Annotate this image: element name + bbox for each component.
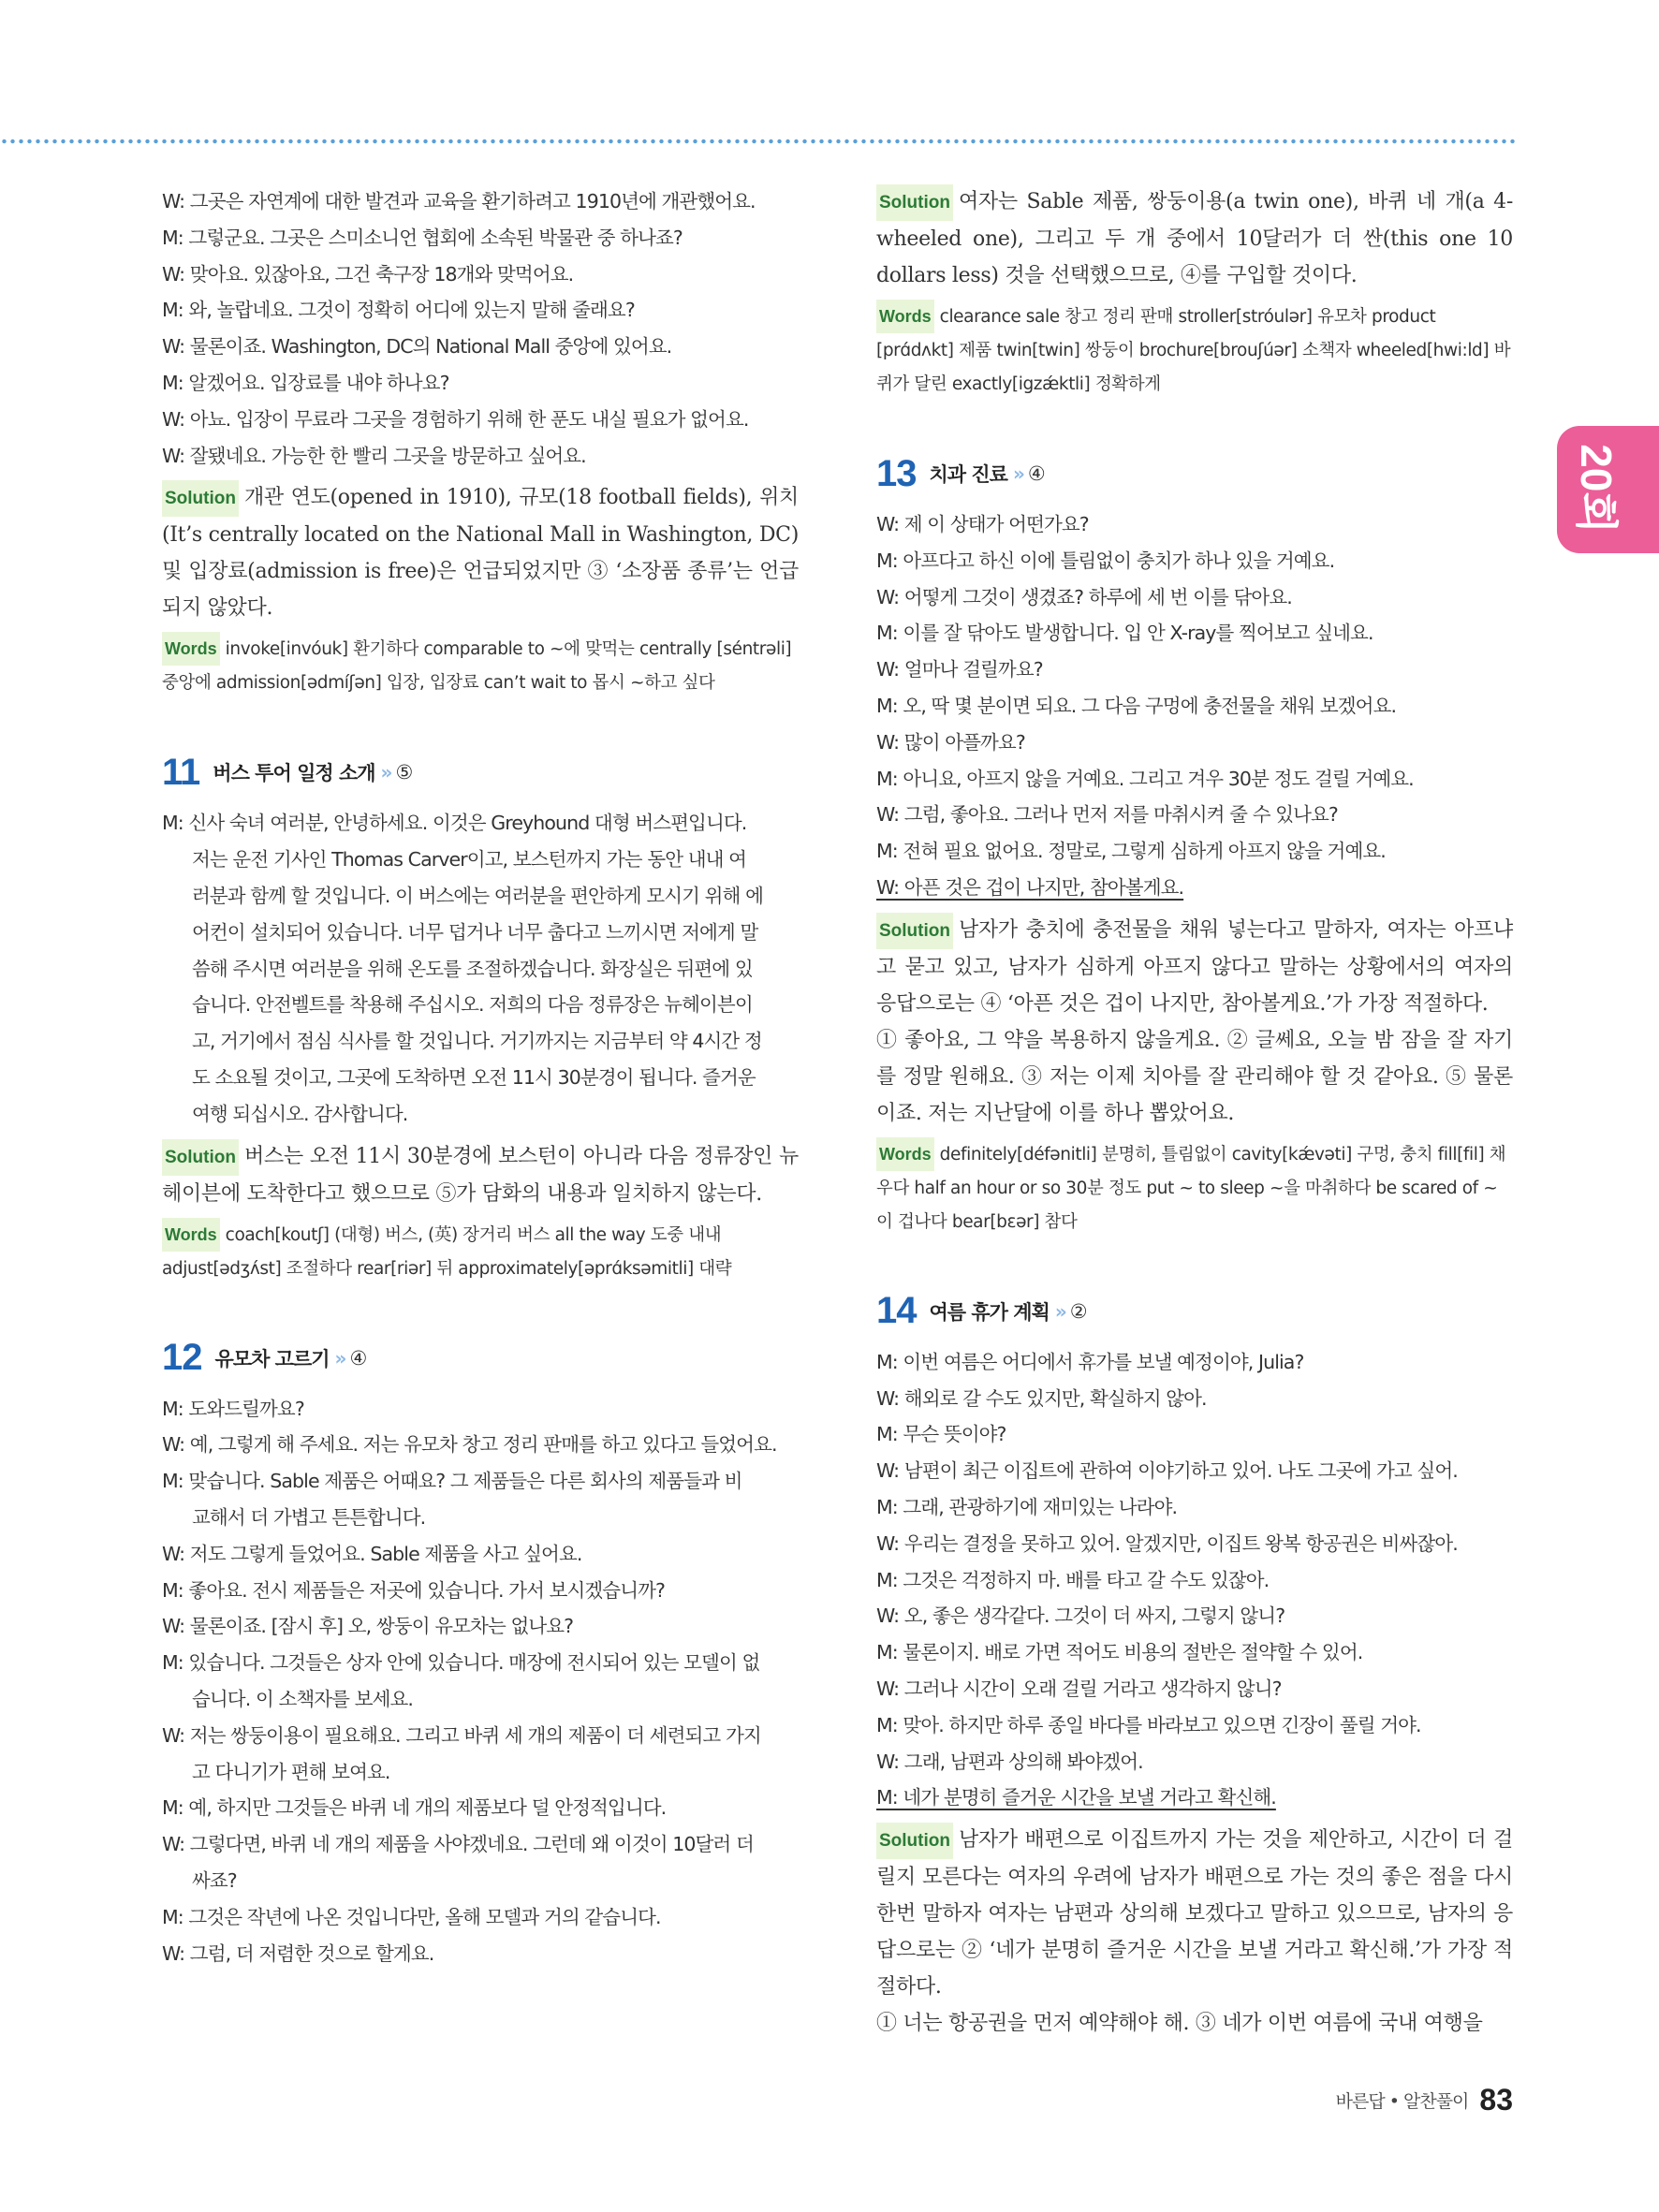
dialog-line: M: 물론이지. 배로 가면 적어도 비용의 절반은 절약할 수 있어.: [876, 1641, 1363, 1664]
section-number: 13: [876, 452, 917, 494]
dialog-line: W: 잘됐네요. 가능한 한 빨리 그곳을 방문하고 싶어요.: [162, 444, 586, 467]
solution-text: 여자는 Sable 제품, 쌍둥이용(a twin one), 바퀴 네 개(a 4-wheeled one), 그리고 두 개 중에서 10달러가 더 싼(this one 10 dollars less) 것을 선택했으므로, ④를 구입할 것이다.: [876, 190, 1513, 287]
dialog-line: W: 저는 쌍둥이용이 필요해요. 그리고 바퀴 세 개의 제품이 더 세련되고 가지: [162, 1723, 761, 1747]
words-11: [162, 1218, 799, 1286]
dialog-line: 어컨이 설치되어 있습니다. 너무 덥거나 너무 춥다고 느끼시면 저에게 말: [192, 920, 758, 944]
solution-11: [162, 1138, 799, 1212]
dialog-line: W: 맞아요. 있잖아요, 그건 축구장 18개와 맞먹어요.: [162, 262, 574, 286]
solution-10: [162, 479, 799, 626]
section-number: 11: [162, 751, 200, 793]
section-answer: ④: [349, 1346, 368, 1370]
solution-13: [876, 912, 1513, 1022]
solution-text: 버스는 오전 11시 30분경에 보스턴이 아니라 다음 정류장인 뉴헤이븐에 도착한다고 했으므로 ⑤가 담화의 내용과 일치하지 않는다.: [162, 1144, 799, 1206]
dialog-line: 싸죠?: [192, 1868, 237, 1892]
words-12: [876, 300, 1513, 402]
dialog-line: M: 전혀 필요 없어요. 정말로, 그렇게 심하게 아프지 않을 거예요.: [876, 840, 1386, 863]
dialog-line: 씀해 주시면 여러분을 위해 온도를 조절하겠습니다. 화장실은 뒤편에 있: [192, 957, 753, 980]
section-title: 유모차 고르기: [214, 1347, 330, 1370]
right-column: [876, 183, 1513, 2042]
dialog-line: M: 맞습니다. Sable 제품은 어때요? 그 제품들은 다른 회사의 제품들과 비: [162, 1470, 742, 1493]
dialog-line: W: 우리는 결정을 못하고 있어. 알겠지만, 이집트 왕복 항공권은 비싸잖아.: [876, 1531, 1458, 1555]
dialog-line: M: 아니요, 아프지 않을 거예요. 그리고 겨우 30분 정도 걸릴 거예요.: [876, 767, 1414, 790]
dialog-line: 고 다니기가 편해 보여요.: [192, 1760, 390, 1783]
dialog-line: W: 얼마나 걸릴까요?: [876, 658, 1043, 681]
dialog-line: 여행 되십시오. 감사합니다.: [192, 1102, 408, 1125]
solution-label: Solution: [876, 184, 953, 221]
words-label: Words: [162, 632, 220, 666]
words-label: Words: [876, 1137, 934, 1171]
top-dotted-rule: [0, 139, 1515, 144]
section-14-heading: [876, 1286, 1513, 1337]
footer-label: 바른답 • 알찬풀이: [1335, 2091, 1469, 2112]
solution-label: Solution: [162, 480, 239, 517]
dialog-line-answer: M: 네가 분명히 즐거운 시간을 보낼 거라고 확신해.: [876, 1786, 1276, 1809]
dialog-line: 습니다. 안전벨트를 착용해 주십시오. 저희의 다음 정류장은 뉴헤이븐이: [192, 993, 753, 1017]
dialog-line: M: 신사 숙녀 여러분, 안녕하세요. 이것은 Greyhound 대형 버스편입니다.: [162, 812, 747, 835]
words-label: Words: [876, 300, 934, 333]
section-answer: ④: [1027, 462, 1046, 485]
dialog-line: W: 그렇다면, 바퀴 네 개의 제품을 사야겠네요. 그런데 왜 이것이 10달러 더: [162, 1833, 754, 1856]
dialog-line: M: 그것은 걱정하지 마. 배를 타고 갈 수도 있잖아.: [876, 1568, 1270, 1591]
words-label: Words: [162, 1218, 220, 1252]
dialog-line: M: 오, 딱 몇 분이면 되요. 그 다음 구멍에 충전물을 채워 보겠어요.: [876, 694, 1397, 717]
words-text: definitely[défənitli] 분명히, 틀림없이 cavity[kǽvəti] 구멍, 충치 fill[fil] 채우다 half an hour or so 30분 정도 put ~ to sleep ~을 마취하다 be scared of ~이 겁나다 bear[bɛər] 참다: [876, 1144, 1506, 1232]
dialog-line: M: 맞아. 하지만 하루 종일 바다를 바라보고 있으면 긴장이 풀릴 거야.: [876, 1713, 1421, 1736]
dialog-line: W: 그럼, 더 저렴한 것으로 할게요.: [162, 1941, 434, 1965]
dialog-line: M: 무슨 뜻이야?: [876, 1423, 1006, 1446]
solution-text: 개관 연도(opened in 1910), 규모(18 football fields), 위치(It’s centrally located on the National Mall in Washington, DC) 및 입장료(admission is free)은 언급되었지만 ③ ‘소장품 종류’는 언급되지 않았다.: [162, 486, 799, 621]
dialog-line-answer: W: 아픈 것은 겁이 나지만, 참아볼게요.: [876, 875, 1184, 899]
solution-14-choices: ① 너는 항공권을 먼저 예약해야 해. ③ 네가 이번 여름에 국내 여행을: [876, 2012, 1483, 2036]
double-chevron-icon: »: [380, 761, 390, 784]
solution-text: 남자가 배편으로 이집트까지 가는 것을 제안하고, 시간이 더 걸릴지 모른다는 여자의 우려에 남자가 배편으로 가는 것의 좋은 점을 다시 한번 말하자 여자는 남편과 상의해 보겠다고 말하고 있으므로, 남자의 응답으로는 ② ‘네가 분명히 즐거운 시간을 보낼 거라고 확신해.’가 가장 적절하다.: [876, 1828, 1513, 2000]
section-11-heading: [162, 747, 799, 798]
page-number: 83: [1479, 2083, 1513, 2117]
dialog-line: M: 그것은 작년에 나온 것입니다만, 올해 모델과 거의 같습니다.: [162, 1905, 661, 1928]
words-13: [876, 1137, 1513, 1239]
dialog-line: M: 이번 여름은 어디에서 휴가를 보낼 예정이야, Julia?: [876, 1350, 1304, 1373]
section-12-heading: [162, 1333, 799, 1384]
section-number: 12: [162, 1337, 202, 1379]
chapter-tab: [1557, 426, 1659, 553]
section-answer: ⑤: [395, 761, 414, 784]
dialog-line: W: 제 이 상태가 어떤가요?: [876, 513, 1089, 535]
dialog-line: M: 도와드릴까요?: [162, 1397, 304, 1420]
dialog-line: M: 아프다고 하신 이에 틀림없이 충치가 하나 있을 거예요.: [876, 549, 1335, 572]
dialog-line: W: 오, 좋은 생각같다. 그것이 더 싸지, 그렇지 않니?: [876, 1604, 1285, 1628]
dialog-line: W: 그러나 시간이 오래 걸릴 거라고 생각하지 않니?: [876, 1677, 1282, 1700]
dialog-line: M: 예, 하지만 그것들은 바퀴 네 개의 제품보다 덜 안정적입니다.: [162, 1796, 667, 1820]
section-title: 여름 휴가 계획: [929, 1300, 1050, 1324]
words-text: clearance sale 창고 정리 판매 stroller[stróulər] 유모차 product [prɑ́dʌkt] 제품 twin[twin] 쌍둥이 brochure[brouʃúər] 소책자 wheeled[hwi:ld] 바퀴가 달린 exactly[igzǽktli] 정확하게: [876, 307, 1511, 394]
section-number: 14: [876, 1290, 917, 1332]
dialog-line: 저는 운전 기사인 Thomas Carver이고, 보스턴까지 가는 동안 내내 여: [192, 848, 747, 872]
double-chevron-icon: »: [334, 1346, 345, 1370]
dialog-line: 고, 거기에서 점심 식사를 할 것입니다. 거기까지는 지금부터 약 4시간 정: [192, 1030, 762, 1053]
dialog-line: 도 소요될 것이고, 그곳에 도착하면 오전 11시 30분경이 됩니다. 즐거운: [192, 1065, 756, 1089]
page-footer: [1336, 2083, 1513, 2117]
dialog-line: W: 많이 아플까요?: [876, 730, 1025, 754]
words-text: invoke[invóuk] 환기하다 comparable to ~에 맞먹는 centrally [séntrəli] 중앙에 admission[ədmíʃən] 입장, 입장료 can’t wait to 몹시 ~하고 싶다: [162, 639, 792, 694]
dialog-line: W: 예, 그렇게 해 주세요. 저는 유모차 창고 정리 판매를 하고 있다고 들었어요.: [162, 1433, 777, 1457]
dialog-line: W: 물론이죠. Washington, DC의 National Mall 중앙에 있어요.: [162, 335, 672, 359]
words-text: coach[koutʃ] (대형) 버스, (英) 장거리 버스 all the way 도중 내내 adjust[ədʒʌ́st] 조절하다 rear[riər] 뒤 approximately[əprɑ́ksəmitli] 대략: [162, 1224, 732, 1279]
dialog-line: 러분과 함께 할 것입니다. 이 버스에는 여러분을 편안하게 모시기 위해 에: [192, 884, 763, 907]
chapter-tab-label: 20회: [1572, 444, 1621, 534]
dialog-line: M: 와, 놀랍네요. 그것이 정확히 어디에 있는지 말해 줄래요?: [162, 299, 635, 322]
solution-13-choices: ① 좋아요, 그 약을 복용하지 않을게요. ② 글쎄요, 오늘 밤 잠을 잘 자기를 정말 원해요. ③ 저는 이제 치아를 잘 관리해야 할 것 같아요. ⑤ 물론이죠. 저는 지난달에 이를 하나 뽑았어요.: [876, 1028, 1513, 1125]
solution-14: [876, 1822, 1513, 2005]
dialog-line: W: 아뇨. 입장이 무료라 그곳을 경험하기 위해 한 푼도 내실 필요가 없어요.: [162, 407, 749, 431]
dialog-line: W: 해외로 갈 수도 있지만, 확실하지 않아.: [876, 1386, 1207, 1410]
dialog-line: M: 이를 잘 닦아도 발생합니다. 입 안 X-ray를 찍어보고 싶네요.: [876, 622, 1373, 645]
solution-12: [876, 183, 1513, 294]
solution-label: Solution: [876, 913, 953, 949]
section-title: 치과 진료: [929, 463, 1007, 486]
dialog-line: W: 그곳은 자연계에 대한 발견과 교육을 환기하려고 1910년에 개관했어요.: [162, 190, 756, 212]
dialog-10: [162, 183, 799, 474]
dialog-line: W: 그래, 남편과 상의해 봐야겠어.: [876, 1750, 1143, 1773]
dialog-line: W: 저도 그렇게 들었어요. Sable 제품을 사고 싶어요.: [162, 1542, 582, 1565]
double-chevron-icon: »: [1054, 1299, 1064, 1323]
dialog-line: W: 남편이 최근 이집트에 관하여 이야기하고 있어. 나도 그곳에 가고 싶어.: [876, 1459, 1458, 1483]
dialog-line: M: 있습니다. 그것들은 상자 안에 있습니다. 매장에 전시되어 있는 모델이 없: [162, 1651, 760, 1675]
words-10: [162, 632, 799, 700]
left-column: [162, 183, 799, 1971]
dialog-line: M: 그렇군요. 그곳은 스미소니언 협회에 소속된 박물관 중 하나죠?: [162, 226, 683, 249]
double-chevron-icon: »: [1012, 462, 1022, 485]
dialog-line: W: 물론이죠. [잠시 후] 오, 쌍둥이 유모차는 없나요?: [162, 1615, 574, 1638]
dialog-line: W: 그럼, 좋아요. 그러나 먼저 저를 마취시켜 줄 수 있나요?: [876, 803, 1338, 827]
dialog-line: 교해서 더 가볍고 튼튼합니다.: [192, 1505, 426, 1529]
dialog-13: [876, 506, 1513, 906]
dialog-line: M: 그래, 관광하기에 재미있는 나라야.: [876, 1495, 1178, 1518]
dialog-11: [162, 805, 799, 1132]
dialog-14: [876, 1344, 1513, 1816]
dialog-line: M: 좋아요. 전시 제품들은 저곳에 있습니다. 가서 보시겠습니까?: [162, 1578, 665, 1602]
solution-text: 남자가 충치에 충전물을 채워 넣는다고 말하자, 여자는 아프냐고 묻고 있고, 남자가 심하게 아프지 않다고 말하는 상황에서의 여자의 응답으로는 ④ ‘아픈 것은 겁이 나지만, 참아볼게요.’가 가장 적절하다.: [876, 917, 1513, 1016]
dialog-line: M: 알겠어요. 입장료를 내야 하나요?: [162, 371, 449, 394]
section-13-heading: [876, 448, 1513, 499]
solution-label: Solution: [162, 1139, 239, 1176]
dialog-line: 습니다. 이 소책자를 보세요.: [192, 1687, 414, 1710]
dialog-line: W: 어떻게 그것이 생겼죠? 하루에 세 번 이를 닦아요.: [876, 585, 1292, 608]
section-title: 버스 투어 일정 소개: [213, 762, 375, 785]
section-answer: ②: [1069, 1299, 1088, 1323]
solution-label: Solution: [876, 1823, 953, 1859]
dialog-12: [162, 1391, 799, 1972]
